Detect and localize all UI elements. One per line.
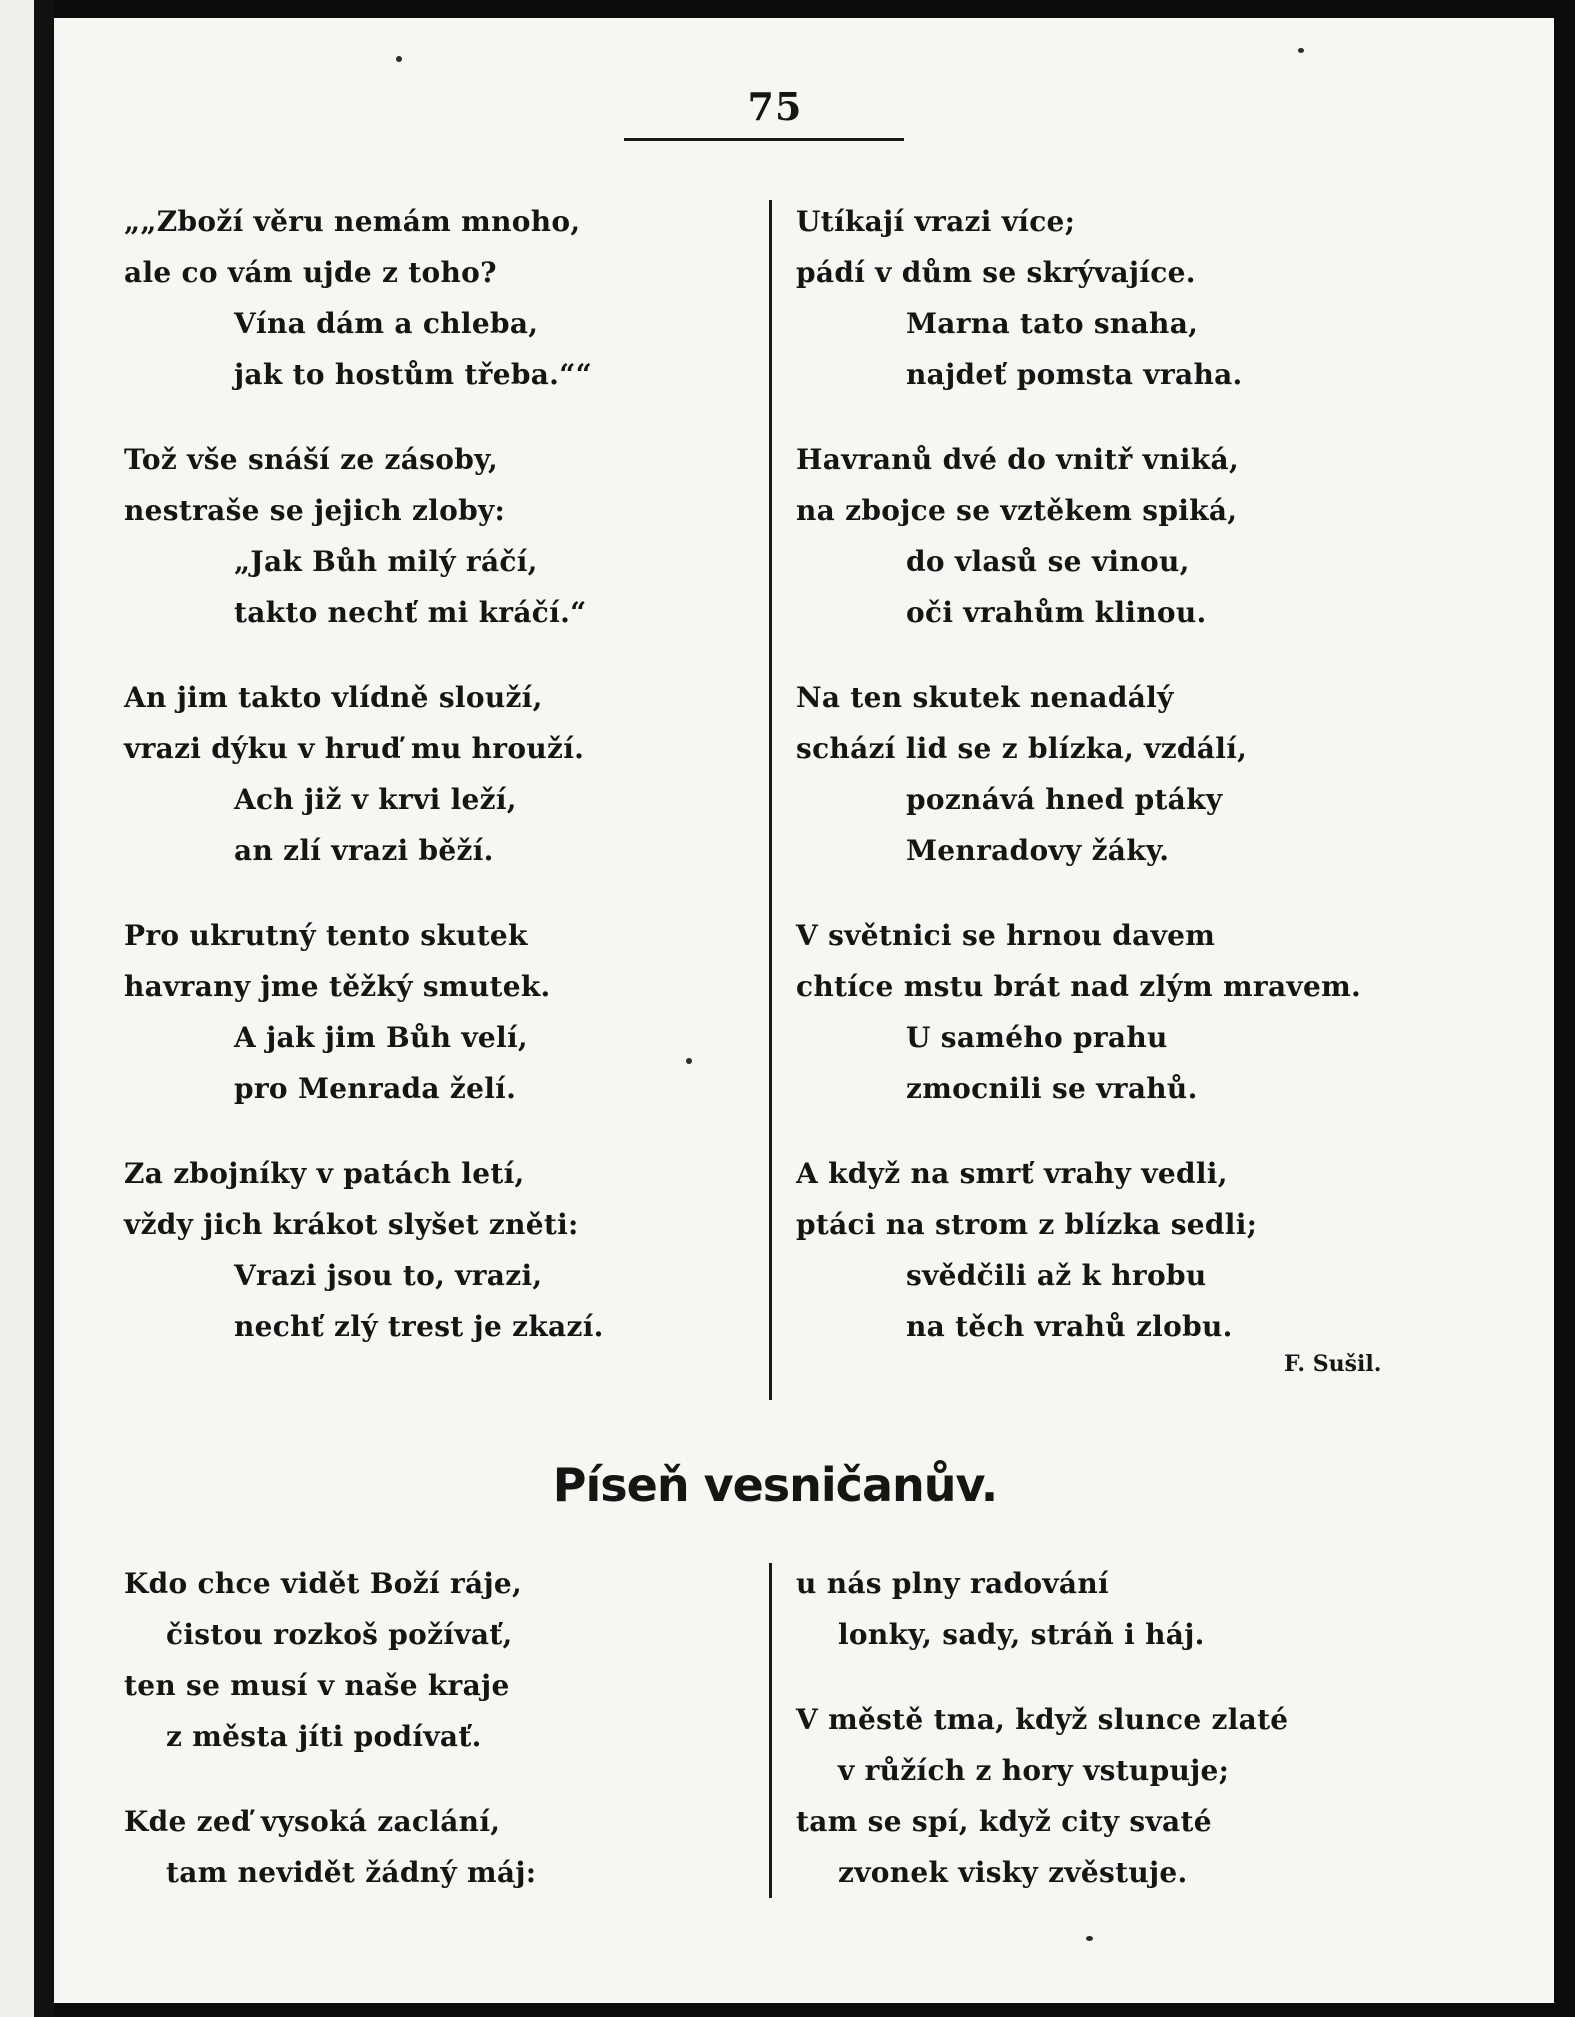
stanza	[796, 196, 1361, 400]
verse-line: „Jak Bůh milý ráčí,	[234, 545, 538, 578]
verse-line: schází lid se z blízka, vzdálí,	[796, 732, 1248, 765]
book-page	[54, 18, 1554, 2003]
header-rule	[624, 138, 904, 141]
verse-line: chtíce mstu brát nad zlým mravem.	[796, 970, 1362, 1003]
verse-line: vrazi dýku v hruď mu hrouží.	[124, 732, 585, 765]
verse-line: Na ten skutek nenadálý	[796, 681, 1174, 714]
poem-1-right-column	[796, 196, 1361, 1386]
stanza	[124, 1148, 604, 1352]
verse-line: čistou rozkoš požívať,	[166, 1618, 513, 1651]
verse-line: Marna tato snaha,	[906, 307, 1199, 340]
verse-line: Havranů dvé do vnitř vniká,	[796, 443, 1239, 476]
book-gutter	[34, 0, 54, 2017]
verse-line: svědčili až k hrobu	[906, 1259, 1207, 1292]
verse-line: lonky, sady, stráň i háj.	[838, 1618, 1205, 1651]
verse-line: z města jíti podívať.	[166, 1720, 482, 1753]
verse-line: havrany jme těžký smutek.	[124, 970, 551, 1003]
verse-line: An jim takto vlídně slouží,	[124, 681, 543, 714]
stanza	[124, 1796, 536, 1898]
page-number: 75	[747, 84, 803, 129]
stanza	[796, 434, 1361, 638]
scan-speck	[1086, 1936, 1093, 1941]
stanza	[124, 196, 604, 400]
verse-line: na těch vrahů zlobu.	[906, 1310, 1233, 1343]
verse-line: Vína dám a chleba,	[234, 307, 539, 340]
verse-line: u nás plny radování	[796, 1567, 1109, 1600]
verse-line: Kde zeď vysoká zaclání,	[124, 1805, 501, 1838]
stanza	[124, 434, 604, 638]
stanza	[796, 910, 1361, 1114]
stanza	[124, 672, 604, 876]
poem-2-left-column	[124, 1558, 536, 1932]
verse-line: Pro ukrutný tento skutek	[124, 919, 528, 952]
poem-author: F. Sušil.	[1284, 1351, 1382, 1377]
verse-line: vždy jich krákot slyšet zněti:	[124, 1208, 579, 1241]
poem-2-right-column	[796, 1558, 1288, 1932]
verse-line: ale co vám ujde z toho?	[124, 256, 497, 289]
verse-line: nechť zlý trest je zkazí.	[234, 1310, 604, 1343]
verse-line: do vlasů se vinou,	[906, 545, 1190, 578]
verse-line: A když na smrť vrahy vedli,	[796, 1157, 1228, 1190]
verse-line: U samého prahu	[906, 1021, 1168, 1054]
scan-speck	[1298, 48, 1304, 53]
verse-line: pro Menrada želí.	[234, 1072, 517, 1105]
verse-line: na zbojce se vztěkem spiká,	[796, 494, 1238, 527]
stanza	[796, 1558, 1288, 1660]
column-divider	[769, 200, 772, 1400]
verse-line: Menradovy žáky.	[906, 834, 1170, 867]
verse-line: pádí v dům se skrývajíce.	[796, 256, 1196, 289]
verse-line: oči vrahům klinou.	[906, 596, 1207, 629]
previous-page-edge	[0, 0, 34, 2017]
verse-line: Utíkají vrazi více;	[796, 205, 1076, 238]
scan-speck	[686, 1058, 692, 1064]
verse-line: Za zbojníky v patách letí,	[124, 1157, 525, 1190]
poem-1-left-column	[124, 196, 604, 1386]
verse-line: zvonek visky zvěstuje.	[838, 1856, 1188, 1889]
verse-line: Ach již v krvi leží,	[234, 783, 517, 816]
verse-line: v růžích z hory vstupuje;	[838, 1754, 1230, 1787]
scan-speck	[396, 56, 402, 62]
verse-line: Kdo chce vidět Boží ráje,	[124, 1567, 523, 1600]
verse-line: an zlí vrazi běží.	[234, 834, 494, 867]
verse-line: ten se musí v naše kraje	[124, 1669, 510, 1702]
poem-2-title: Píseň vesničanův.	[552, 1458, 998, 1512]
verse-line: V světnici se hrnou davem	[796, 919, 1216, 952]
verse-line: ptáci na strom z blízka sedli;	[796, 1208, 1258, 1241]
verse-line: tam nevidět žádný máj:	[166, 1856, 537, 1889]
stanza	[796, 1694, 1288, 1898]
verse-line: tam se spí, když city svaté	[796, 1805, 1212, 1838]
verse-line: takto nechť mi kráčí.“	[234, 596, 587, 629]
verse-line: zmocnili se vrahů.	[906, 1072, 1198, 1105]
verse-line: Tož vše snáší ze zásoby,	[124, 443, 499, 476]
verse-line: poznává hned ptáky	[906, 783, 1223, 816]
verse-line: A jak jim Bůh velí,	[234, 1021, 528, 1054]
column-divider	[769, 1563, 772, 1898]
verse-line: „„Zboží věru nemám mnoho,	[124, 205, 581, 238]
stanza	[796, 672, 1361, 876]
verse-line: najdeť pomsta vraha.	[906, 358, 1243, 391]
verse-line: Vrazi jsou to, vrazi,	[234, 1259, 543, 1292]
stanza	[124, 1558, 536, 1762]
verse-line: jak to hostům třeba.““	[234, 358, 593, 391]
stanza	[124, 910, 604, 1114]
stanza	[796, 1148, 1361, 1352]
verse-line: nestraše se jejich zloby:	[124, 494, 506, 527]
verse-line: V městě tma, když slunce zlaté	[796, 1703, 1289, 1736]
